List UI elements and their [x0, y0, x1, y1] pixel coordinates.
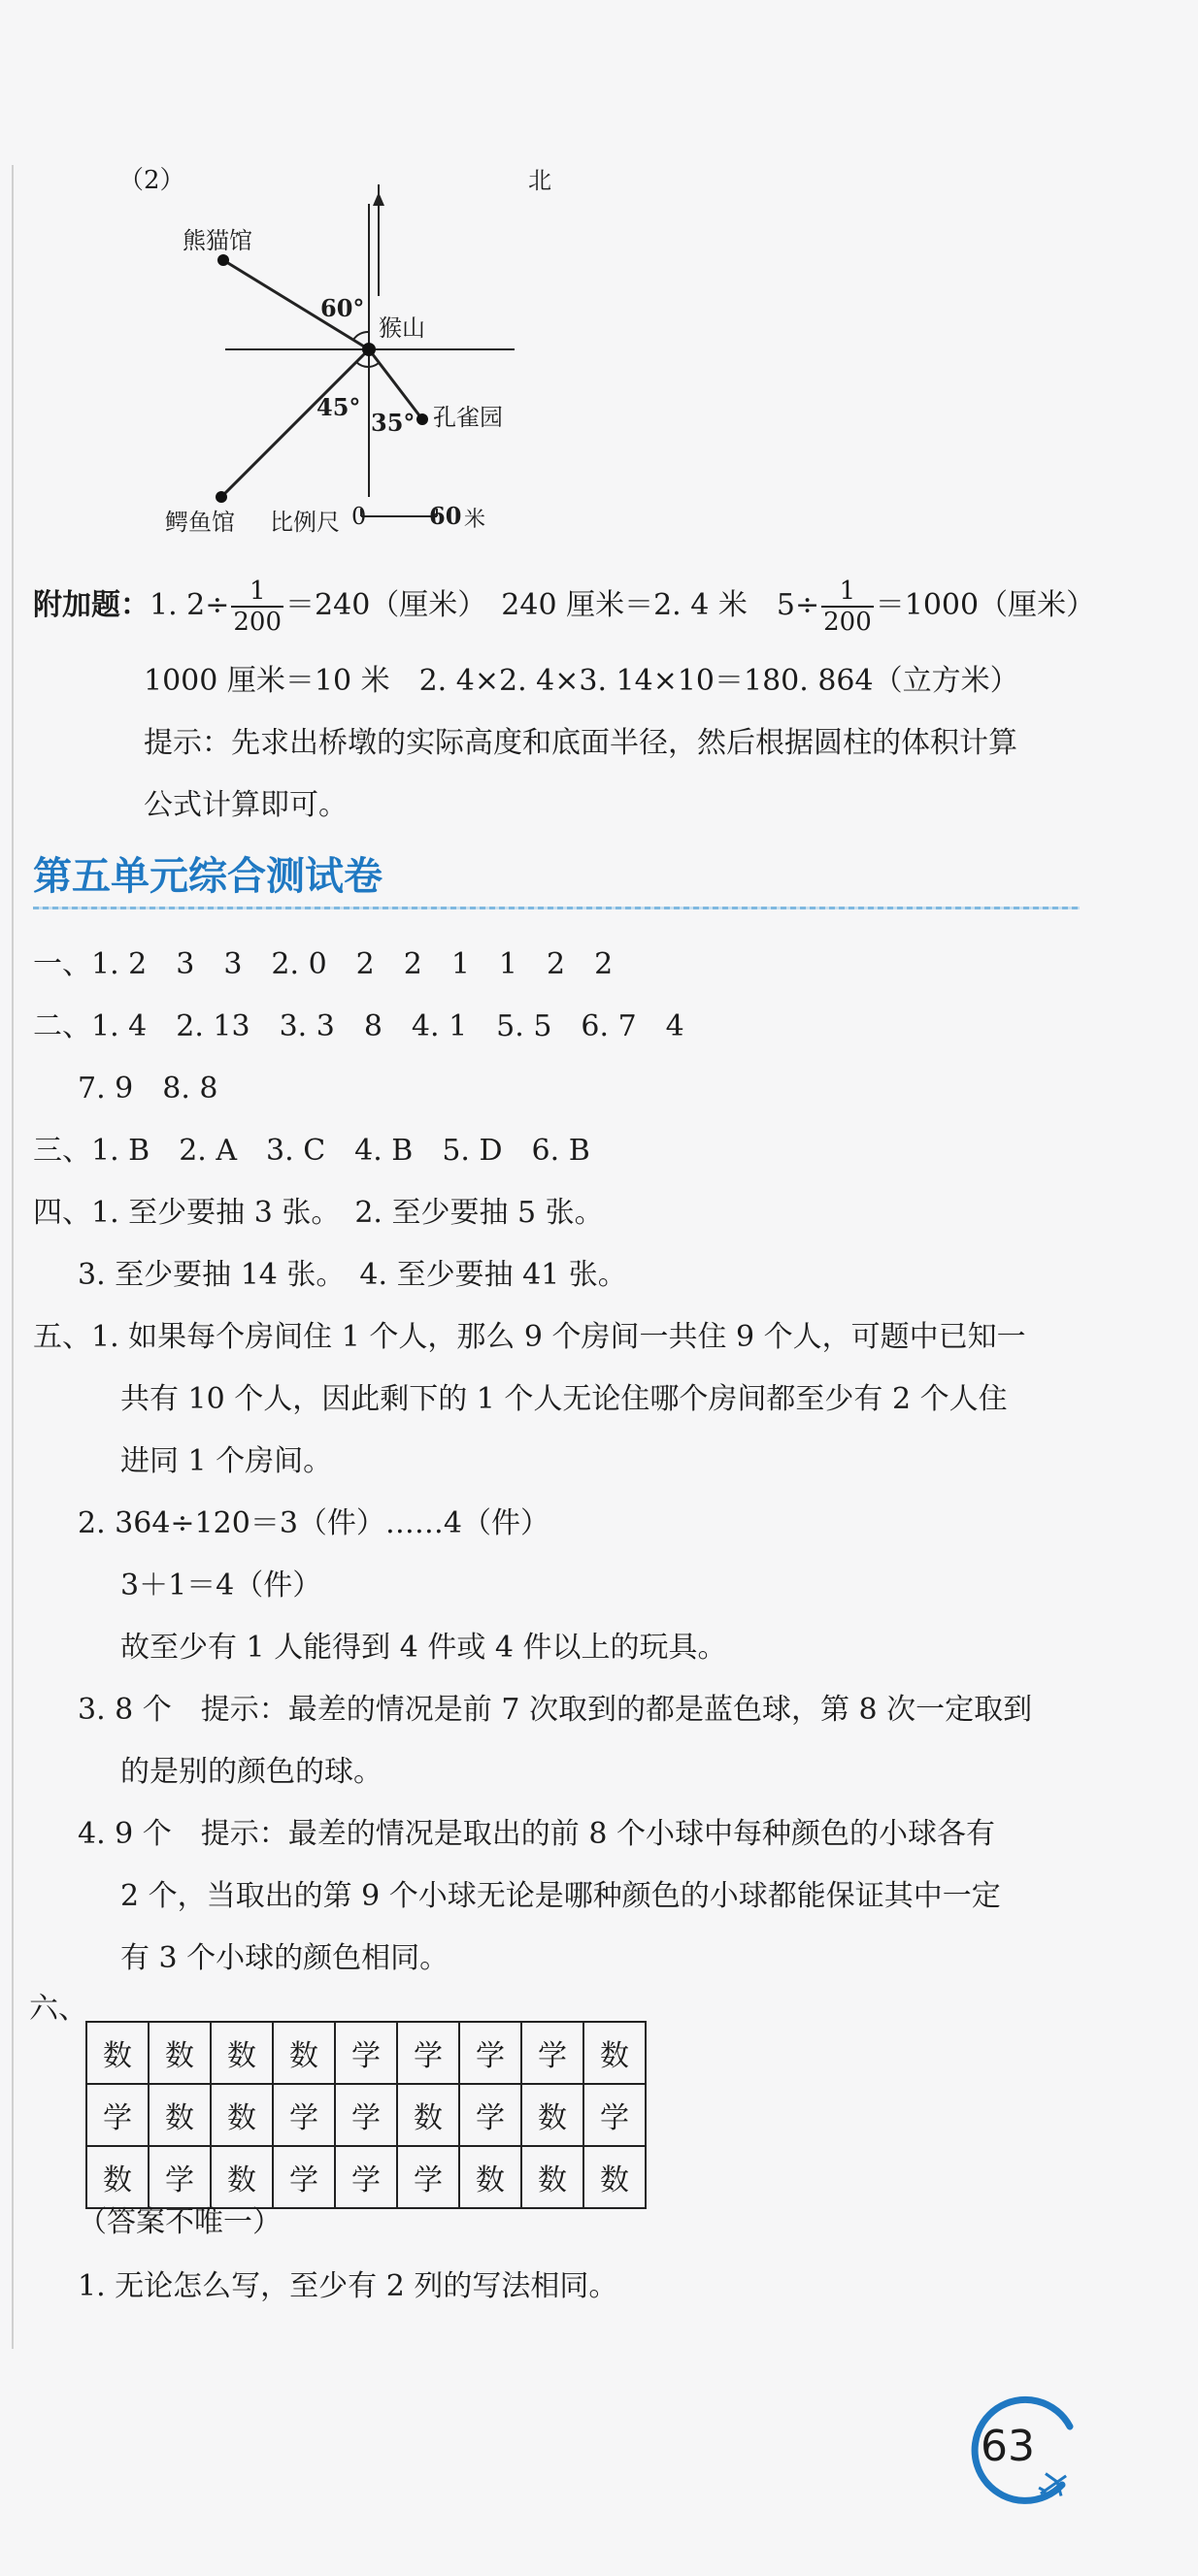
answer-five-2c: 故至少有 1 人能得到 4 件或 4 件以上的玩具。 — [120, 1631, 727, 1665]
scale-unit: 米 — [464, 508, 486, 532]
grid-cell: 学 — [397, 2146, 459, 2208]
scale-zero: 0 — [351, 503, 367, 530]
grid-row — [86, 2022, 646, 2084]
bonus-line-2: 1000 厘米＝10 米 2. 4×2. 4×3. 14×10＝180. 864（立方米） — [144, 664, 1019, 698]
grid-cell: 学 — [149, 2146, 211, 2208]
grid-cell: 数 — [521, 2084, 583, 2146]
scale-label: 比例尺 — [270, 509, 340, 536]
crocodile-dot — [216, 491, 227, 503]
grid-cell: 数 — [211, 2084, 273, 2146]
answer-five-4b: 2 个，当取出的第 9 个小球无论是哪种颜色的小球都能保证其中一定 — [120, 1879, 1001, 1913]
answer-grid — [85, 2021, 647, 2209]
grid-row — [86, 2084, 646, 2146]
fraction: $\frac{1}{200}$ — [233, 577, 283, 637]
answer-five-4c: 有 3 个小球的颜色相同。 — [120, 1941, 449, 1975]
grid-cell: 数 — [211, 2146, 273, 2208]
grid-cell: 数 — [86, 2146, 149, 2208]
grid-cell: 数 — [86, 2022, 149, 2084]
angle-45: 45° — [316, 393, 361, 421]
grid-cell: 学 — [273, 2084, 335, 2146]
grid-cell: 数 — [583, 2146, 646, 2208]
monkey-dot — [362, 343, 376, 356]
bonus-line-3: 提示：先求出桥墩的实际高度和底面半径，然后根据圆柱的体积计算 — [144, 726, 1017, 760]
answer-five-2a: 2. 364÷120＝3（件）……4（件） — [78, 1506, 549, 1540]
answer-five-3a: 3. 8 个 提示：最差的情况是前 7 次取到的都是蓝色球，第 8 次一定取到 — [78, 1693, 1033, 1727]
grid-cell: 数 — [273, 2022, 335, 2084]
monkey-label: 猴山 — [379, 314, 425, 342]
grid-cell: 数 — [459, 2146, 521, 2208]
grid-cell: 数 — [211, 2022, 273, 2084]
grid-cell: 学 — [397, 2022, 459, 2084]
section-title: 第五单元综合测试卷 — [33, 854, 383, 899]
answer-five-1a: 五、1. 如果每个房间住 1 个人，那么 9 个房间一共住 9 个人，可题中已知一 — [33, 1320, 1026, 1354]
answer-six-1: 1. 无论怎么写，至少有 2 列的写法相同。 — [78, 2269, 618, 2303]
answer-five-4a: 4. 9 个 提示：最差的情况是取出的前 8 个小球中每种颜色的小球各有 — [78, 1817, 995, 1851]
grid-cell: 数 — [583, 2022, 646, 2084]
answer-note: （答案不唯一） — [78, 2205, 282, 2239]
grid-cell: 学 — [459, 2084, 521, 2146]
scale-value: 60 — [429, 502, 462, 530]
section-divider — [33, 907, 1080, 909]
answer-five-1b: 共有 10 个人，因此剩下的 1 个人无论住哪个房间都至少有 2 个人住 — [120, 1382, 1008, 1416]
answer-six-label: 六、 — [29, 1992, 87, 2026]
bonus-label: 附加题： — [33, 588, 150, 622]
north-label: 北 — [528, 167, 551, 194]
grid-cell: 数 — [149, 2022, 211, 2084]
fraction: $\frac{1}{200}$ — [823, 577, 872, 637]
grid-cell: 学 — [273, 2146, 335, 2208]
grid-cell: 学 — [86, 2084, 149, 2146]
grid-cell: 学 — [459, 2022, 521, 2084]
margin-rule — [12, 165, 14, 2349]
answer-three: 三、1. B 2. A 3. C 4. B 5. D 6. B — [33, 1134, 590, 1168]
grid-cell: 学 — [335, 2022, 397, 2084]
grid-cell: 数 — [397, 2084, 459, 2146]
grid-cell: 数 — [149, 2084, 211, 2146]
direction-diagram — [116, 155, 563, 563]
answer-five-1c: 进同 1 个房间。 — [120, 1444, 333, 1478]
bonus-line-4: 公式计算即可。 — [144, 788, 348, 822]
page-number: 63 — [981, 2422, 1035, 2471]
peacock-dot — [416, 413, 428, 425]
grid-cell: 学 — [335, 2146, 397, 2208]
answer-two-b: 7. 9 8. 8 — [78, 1072, 218, 1106]
answer-one: 一、1. 2 3 3 2. 0 2 2 1 1 2 2 — [33, 947, 614, 981]
panda-label: 熊猫馆 — [183, 227, 252, 254]
grid-cell: 学 — [335, 2084, 397, 2146]
angle-60: 60° — [320, 294, 365, 322]
grid-row — [86, 2146, 646, 2208]
crocodile-label: 鳄鱼馆 — [165, 509, 235, 536]
grid-cell: 学 — [521, 2022, 583, 2084]
answer-five-3b: 的是别的颜色的球。 — [120, 1755, 383, 1789]
peacock-label: 孔雀园 — [433, 404, 503, 431]
answer-four-b: 3. 至少要抽 14 张。 4. 至少要抽 41 张。 — [78, 1258, 627, 1292]
answer-two-a: 二、1. 4 2. 13 3. 3 8 4. 1 5. 5 6. 7 4 — [33, 1009, 684, 1043]
bonus-line-1: 附加题：1. 2÷ $\frac{1}{200}$ ＝240（厘米） 240 厘米＝2. 4 米 5÷ $\frac{1}{200}$ ＝1000（厘米） — [33, 577, 1096, 637]
angle-35: 35° — [371, 409, 416, 437]
answer-five-2b: 3＋1＝4（件） — [120, 1569, 322, 1602]
answer-four-a: 四、1. 至少要抽 3 张。 2. 至少要抽 5 张。 — [33, 1196, 604, 1230]
grid-cell: 数 — [521, 2146, 583, 2208]
grid-cell: 学 — [583, 2084, 646, 2146]
part-label: （2） — [118, 166, 185, 195]
